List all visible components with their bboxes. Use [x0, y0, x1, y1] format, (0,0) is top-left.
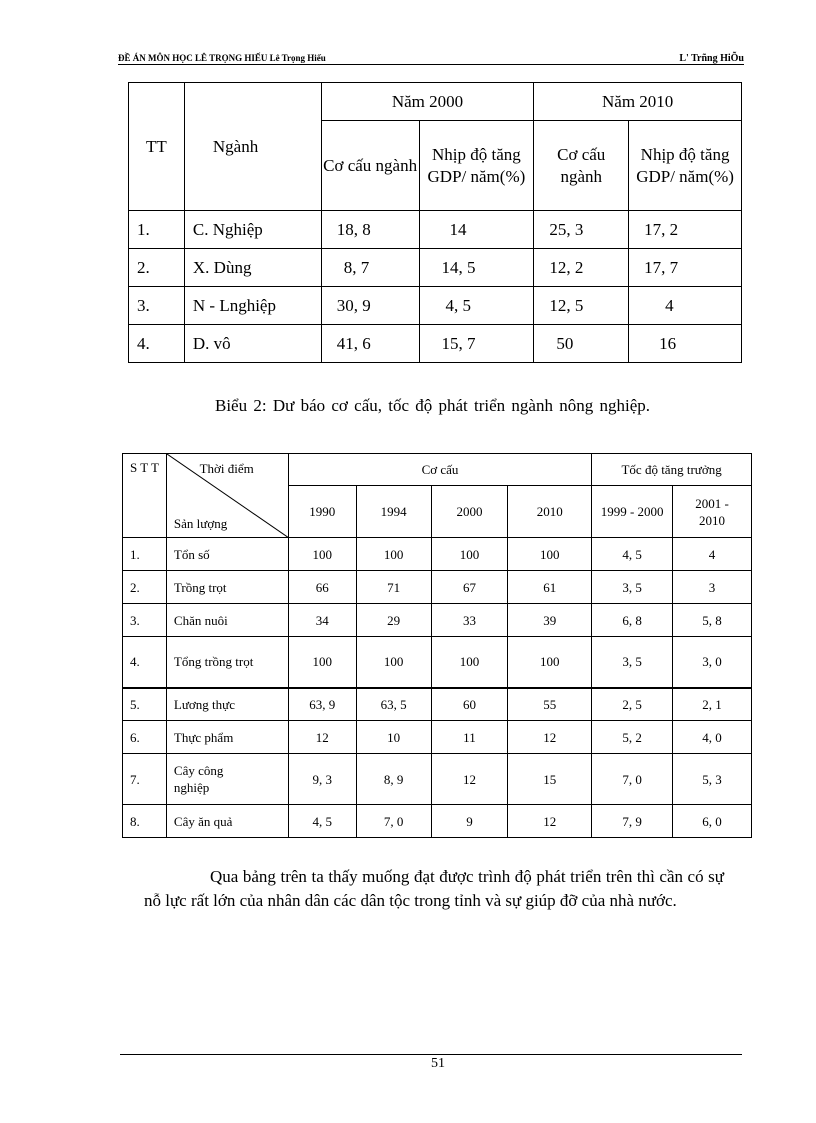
san-luong-label: Sản lượng [173, 516, 228, 531]
conclusion-paragraph [144, 865, 724, 913]
row-value: 30, 9 [321, 287, 419, 325]
row-name: Tổng trồng trọt [166, 637, 288, 688]
row-value: 100 [356, 538, 431, 571]
sub-nhip-2010: Nhịp độ tăng GDP/ năm(%) [629, 121, 742, 211]
row-value: 5, 2 [592, 721, 673, 754]
col-tt-header: TT [129, 83, 185, 211]
table2-header-row [123, 454, 752, 486]
row-nganh: N - Lnghiệp [184, 287, 321, 325]
row-stt: 6. [123, 721, 167, 754]
row-value: 12, 2 [534, 249, 629, 287]
sub-cocau-2000: Cơ cấu ngành [321, 121, 419, 211]
thoi-diem-label: Thời điểm [199, 461, 254, 476]
row-value: 55 [508, 688, 592, 721]
table1-header-row [129, 83, 742, 121]
row-nganh: X. Dùng [184, 249, 321, 287]
table-row [123, 721, 752, 754]
row-value: 7, 0 [592, 754, 673, 805]
row-value: 3, 0 [673, 637, 752, 688]
row-value: 12 [508, 721, 592, 754]
row-value: 100 [356, 637, 431, 688]
row-value: 12 [431, 754, 508, 805]
year-header: 2000 [431, 486, 508, 538]
row-value: 100 [288, 538, 356, 571]
row-value: 4, 0 [673, 721, 752, 754]
table-row [129, 325, 742, 363]
row-stt: 2. [123, 571, 167, 604]
row-value: 4 [673, 538, 752, 571]
row-value: 8, 7 [321, 249, 419, 287]
row-value: 4, 5 [419, 287, 534, 325]
table-row [129, 287, 742, 325]
header-rule [118, 64, 744, 65]
row-value: 18, 8 [321, 211, 419, 249]
year-2000-header: Năm 2000 [321, 83, 534, 121]
row-value: 10 [356, 721, 431, 754]
year-2010-header: Năm 2010 [534, 83, 742, 121]
row-value: 3, 5 [592, 637, 673, 688]
row-value: 12, 5 [534, 287, 629, 325]
year-header: 2001 - 2010 [673, 486, 752, 538]
row-value: 67 [431, 571, 508, 604]
row-value: 12 [288, 721, 356, 754]
row-value: 50 [534, 325, 629, 363]
row-nganh: C. Nghiệp [184, 211, 321, 249]
row-value: 66 [288, 571, 356, 604]
year-header: 1994 [356, 486, 431, 538]
year-header: 1999 - 2000 [592, 486, 673, 538]
header-left-text: ĐỀ ÁN MÔN HỌC LÊ TRỌNG HIẾU Lê Trọng Hiếu [118, 53, 326, 63]
row-value: 63, 5 [356, 688, 431, 721]
row-value: 4 [629, 287, 742, 325]
row-value: 7, 0 [356, 805, 431, 838]
row-value: 100 [508, 637, 592, 688]
row-value: 33 [431, 604, 508, 637]
diagonal-header-cell [166, 454, 288, 538]
table-row [123, 805, 752, 838]
row-stt: 8. [123, 805, 167, 838]
row-nganh: D. vô [184, 325, 321, 363]
row-value: 39 [508, 604, 592, 637]
row-value: 15 [508, 754, 592, 805]
col-nganh-header: Ngành [184, 83, 321, 211]
row-value: 29 [356, 604, 431, 637]
row-value: 100 [508, 538, 592, 571]
table-row [123, 637, 752, 688]
page-number: 51 [431, 1056, 445, 1071]
row-value: 14 [419, 211, 534, 249]
row-value: 100 [288, 637, 356, 688]
table-row [123, 604, 752, 637]
row-name: Cây công nghiệp [166, 754, 288, 805]
row-value: 3, 5 [592, 571, 673, 604]
row-tt: 1. [129, 211, 185, 249]
row-value: 6, 0 [673, 805, 752, 838]
toc-do-header: Tốc độ tăng trưởng [592, 454, 752, 486]
header-right-text: L' Trñng HiÕu [679, 53, 744, 64]
row-stt: 7. [123, 754, 167, 805]
row-stt: 4. [123, 637, 167, 688]
row-value: 63, 9 [288, 688, 356, 721]
forecast-table [122, 453, 752, 838]
row-name: Trồng trọt [166, 571, 288, 604]
stt-header: S T T [123, 454, 167, 538]
row-stt: 1. [123, 538, 167, 571]
row-value: 6, 8 [592, 604, 673, 637]
row-tt: 4. [129, 325, 185, 363]
row-value: 14, 5 [419, 249, 534, 287]
row-name: Thực phẩm [166, 721, 288, 754]
table-row [123, 688, 752, 721]
row-value: 9, 3 [288, 754, 356, 805]
footer-rule [120, 1054, 742, 1055]
row-value: 71 [356, 571, 431, 604]
row-value: 16 [629, 325, 742, 363]
co-cau-header: Cơ cấu [288, 454, 591, 486]
row-value: 4, 5 [288, 805, 356, 838]
sub-cocau-2010: Cơ cấu ngành [534, 121, 629, 211]
table-row [129, 211, 742, 249]
row-value: 100 [431, 637, 508, 688]
row-stt: 5. [123, 688, 167, 721]
row-value: 60 [431, 688, 508, 721]
row-value: 11 [431, 721, 508, 754]
table2-caption: Biểu 2: Dư báo cơ cấu, tốc độ phát triển ngành nông nghiệp. [215, 396, 650, 415]
row-value: 2, 1 [673, 688, 752, 721]
row-stt: 3. [123, 604, 167, 637]
table-row [123, 754, 752, 805]
row-value: 5, 3 [673, 754, 752, 805]
row-value: 7, 9 [592, 805, 673, 838]
row-value: 100 [431, 538, 508, 571]
table-row [123, 571, 752, 604]
row-value: 17, 2 [629, 211, 742, 249]
row-name: Chăn nuôi [166, 604, 288, 637]
row-value: 61 [508, 571, 592, 604]
row-tt: 3. [129, 287, 185, 325]
row-name: Tổn số [166, 538, 288, 571]
table-row [129, 249, 742, 287]
row-value: 4, 5 [592, 538, 673, 571]
row-value: 5, 8 [673, 604, 752, 637]
row-name: Lương thực [166, 688, 288, 721]
row-value: 9 [431, 805, 508, 838]
row-tt: 2. [129, 249, 185, 287]
row-value: 25, 3 [534, 211, 629, 249]
row-value: 34 [288, 604, 356, 637]
row-value: 17, 7 [629, 249, 742, 287]
table-row [123, 538, 752, 571]
growth-table [128, 82, 742, 363]
sub-nhip-2000: Nhịp độ tăng GDP/ năm(%) [419, 121, 534, 211]
row-value: 15, 7 [419, 325, 534, 363]
row-value: 8, 9 [356, 754, 431, 805]
year-header: 1990 [288, 486, 356, 538]
row-value: 12 [508, 805, 592, 838]
row-name: Cây ăn quả [166, 805, 288, 838]
paragraph-text: Qua bảng trên ta thấy muống đạt được trình độ phát triển trên thì cần có sự nỗ lực rất lớn của nhân dân các dân tộc trong tỉnh và sự giúp đỡ của nhà nước. [144, 867, 724, 910]
row-value: 41, 6 [321, 325, 419, 363]
row-value: 3 [673, 571, 752, 604]
year-header: 2010 [508, 486, 592, 538]
row-value: 2, 5 [592, 688, 673, 721]
